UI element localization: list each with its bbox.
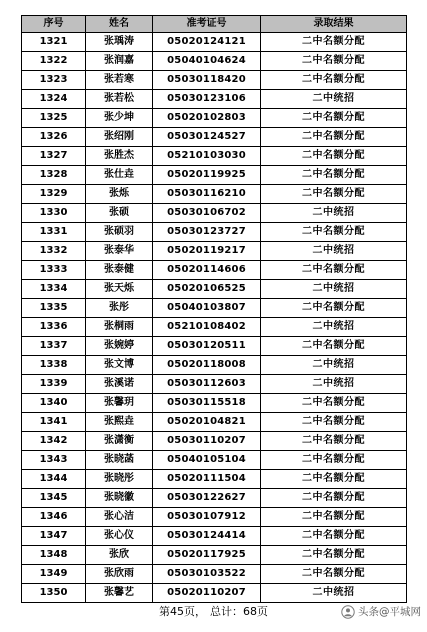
cell-result: 二中名额分配: [261, 394, 407, 413]
table-row: [22, 451, 407, 470]
cell-exam-id: 05030123727: [153, 223, 261, 242]
cell-seq: 1323: [22, 71, 86, 90]
cell-seq: 1322: [22, 52, 86, 71]
cell-exam-id: 05030122627: [153, 489, 261, 508]
page-total: 总计：68页: [210, 605, 268, 618]
cell-result: 二中名额分配: [261, 527, 407, 546]
column-header-seq: 序号: [22, 16, 86, 33]
cell-result: 二中名额分配: [261, 508, 407, 527]
table-body: [22, 33, 407, 603]
cell-seq: 1338: [22, 356, 86, 375]
cell-exam-id: 05030106702: [153, 204, 261, 223]
cell-name: 张心仪: [86, 527, 153, 546]
cell-name: 张瑀涛: [86, 33, 153, 52]
cell-seq: 1343: [22, 451, 86, 470]
table-row: [22, 185, 407, 204]
cell-result: 二中统招: [261, 90, 407, 109]
cell-exam-id: 05030110207: [153, 432, 261, 451]
cell-seq: 1334: [22, 280, 86, 299]
cell-seq: 1342: [22, 432, 86, 451]
cell-seq: 1339: [22, 375, 86, 394]
cell-exam-id: 05040105104: [153, 451, 261, 470]
table-row: [22, 109, 407, 128]
table-row: [22, 337, 407, 356]
cell-result: 二中统招: [261, 356, 407, 375]
cell-seq: 1329: [22, 185, 86, 204]
cell-name: 张少坤: [86, 109, 153, 128]
cell-exam-id: 05020111504: [153, 470, 261, 489]
cell-name: 张仕垚: [86, 166, 153, 185]
cell-name: 张晓彤: [86, 470, 153, 489]
cell-seq: 1337: [22, 337, 86, 356]
table-row: [22, 33, 407, 52]
cell-result: 二中名额分配: [261, 33, 407, 52]
table-row: [22, 375, 407, 394]
cell-seq: 1325: [22, 109, 86, 128]
table-row: [22, 147, 407, 166]
cell-exam-id: 05020118008: [153, 356, 261, 375]
admission-table: [21, 15, 407, 603]
page-number: 第45页，: [159, 605, 206, 618]
cell-name: 张硕羽: [86, 223, 153, 242]
cell-seq: 1324: [22, 90, 86, 109]
cell-result: 二中名额分配: [261, 223, 407, 242]
cell-result: 二中名额分配: [261, 261, 407, 280]
cell-result: 二中统招: [261, 280, 407, 299]
column-header-name: 姓名: [86, 16, 153, 33]
table-row: [22, 261, 407, 280]
cell-result: 二中名额分配: [261, 109, 407, 128]
cell-name: 张心洁: [86, 508, 153, 527]
cell-exam-id: 05020117925: [153, 546, 261, 565]
table-row: [22, 299, 407, 318]
cell-exam-id: 05210103030: [153, 147, 261, 166]
cell-seq: 1349: [22, 565, 86, 584]
cell-seq: 1346: [22, 508, 86, 527]
cell-result: 二中名额分配: [261, 565, 407, 584]
cell-exam-id: 05020119925: [153, 166, 261, 185]
cell-exam-id: 05020124121: [153, 33, 261, 52]
cell-seq: 1326: [22, 128, 86, 147]
cell-name: 张硕: [86, 204, 153, 223]
cell-result: 二中名额分配: [261, 52, 407, 71]
cell-name: 张润嘉: [86, 52, 153, 71]
cell-seq: 1333: [22, 261, 86, 280]
table-row: [22, 356, 407, 375]
table-row: [22, 508, 407, 527]
cell-name: 张胜杰: [86, 147, 153, 166]
table-row: [22, 166, 407, 185]
table-row: [22, 128, 407, 147]
cell-seq: 1336: [22, 318, 86, 337]
cell-result: 二中名额分配: [261, 337, 407, 356]
cell-name: 张烁: [86, 185, 153, 204]
cell-name: 张若松: [86, 90, 153, 109]
cell-result: 二中名额分配: [261, 432, 407, 451]
cell-exam-id: 05020104821: [153, 413, 261, 432]
cell-exam-id: 05020106525: [153, 280, 261, 299]
cell-seq: 1335: [22, 299, 86, 318]
cell-result: 二中统招: [261, 318, 407, 337]
cell-seq: 1331: [22, 223, 86, 242]
cell-seq: 1350: [22, 584, 86, 603]
table-row: [22, 318, 407, 337]
table-row: [22, 204, 407, 223]
cell-result: 二中名额分配: [261, 413, 407, 432]
cell-exam-id: 05030118420: [153, 71, 261, 90]
cell-result: 二中名额分配: [261, 71, 407, 90]
cell-exam-id: 05020110207: [153, 584, 261, 603]
table-row: [22, 394, 407, 413]
cell-name: 张欣: [86, 546, 153, 565]
cell-seq: 1332: [22, 242, 86, 261]
cell-exam-id: 05210108402: [153, 318, 261, 337]
cell-seq: 1345: [22, 489, 86, 508]
cell-exam-id: 05030116210: [153, 185, 261, 204]
cell-result: 二中名额分配: [261, 470, 407, 489]
cell-exam-id: 05030123106: [153, 90, 261, 109]
cell-exam-id: 05020119217: [153, 242, 261, 261]
cell-exam-id: 05030107912: [153, 508, 261, 527]
cell-name: 张彤: [86, 299, 153, 318]
cell-exam-id: 05040104624: [153, 52, 261, 71]
cell-name: 张天烁: [86, 280, 153, 299]
cell-name: 张馨艺: [86, 584, 153, 603]
table-row: [22, 489, 407, 508]
cell-result: 二中名额分配: [261, 147, 407, 166]
table-row: [22, 280, 407, 299]
cell-exam-id: 05030103522: [153, 565, 261, 584]
column-header-result: 录取结果: [261, 16, 407, 33]
cell-exam-id: 05030112603: [153, 375, 261, 394]
table-row: [22, 546, 407, 565]
table-row: [22, 413, 407, 432]
cell-exam-id: 05030115518: [153, 394, 261, 413]
table-row: [22, 242, 407, 261]
table-row: [22, 52, 407, 71]
table-row: [22, 527, 407, 546]
cell-result: 二中名额分配: [261, 451, 407, 470]
table-row: [22, 71, 407, 90]
cell-seq: 1328: [22, 166, 86, 185]
cell-result: 二中统招: [261, 242, 407, 261]
cell-seq: 1341: [22, 413, 86, 432]
cell-result: 二中名额分配: [261, 489, 407, 508]
cell-name: 张晓菡: [86, 451, 153, 470]
table-row: [22, 584, 407, 603]
watermark-text: 头条@平城网: [358, 606, 421, 618]
cell-name: 张婉婷: [86, 337, 153, 356]
table-row: [22, 432, 407, 451]
cell-name: 张桐雨: [86, 318, 153, 337]
table-row: [22, 470, 407, 489]
cell-result: 二中统招: [261, 375, 407, 394]
cell-seq: 1347: [22, 527, 86, 546]
cell-exam-id: 05020102803: [153, 109, 261, 128]
cell-name: 张欣雨: [86, 565, 153, 584]
cell-exam-id: 05030124527: [153, 128, 261, 147]
cell-seq: 1330: [22, 204, 86, 223]
cell-name: 张溪诺: [86, 375, 153, 394]
cell-name: 张泰健: [86, 261, 153, 280]
cell-result: 二中名额分配: [261, 185, 407, 204]
cell-seq: 1344: [22, 470, 86, 489]
watermark: [341, 604, 421, 619]
cell-exam-id: 05040103807: [153, 299, 261, 318]
cell-result: 二中统招: [261, 204, 407, 223]
cell-name: 张潇衡: [86, 432, 153, 451]
cell-result: 二中名额分配: [261, 128, 407, 147]
admission-list: [21, 15, 406, 603]
cell-exam-id: 05020114606: [153, 261, 261, 280]
table-row: [22, 223, 407, 242]
table-row: [22, 90, 407, 109]
cell-result: 二中名额分配: [261, 546, 407, 565]
cell-seq: 1327: [22, 147, 86, 166]
account-avatar-icon: [341, 605, 355, 619]
cell-seq: 1321: [22, 33, 86, 52]
cell-name: 张晓徽: [86, 489, 153, 508]
cell-name: 张绍刚: [86, 128, 153, 147]
cell-result: 二中名额分配: [261, 166, 407, 185]
cell-name: 张若寒: [86, 71, 153, 90]
cell-name: 张馨玥: [86, 394, 153, 413]
cell-name: 张泰华: [86, 242, 153, 261]
column-header-exam-id: 准考证号: [153, 16, 261, 33]
cell-exam-id: 05030124414: [153, 527, 261, 546]
cell-name: 张熙垚: [86, 413, 153, 432]
table-header-row: [22, 16, 407, 33]
cell-result: 二中名额分配: [261, 299, 407, 318]
cell-seq: 1340: [22, 394, 86, 413]
cell-name: 张文博: [86, 356, 153, 375]
table-row: [22, 565, 407, 584]
cell-seq: 1348: [22, 546, 86, 565]
cell-exam-id: 05030120511: [153, 337, 261, 356]
cell-result: 二中统招: [261, 584, 407, 603]
